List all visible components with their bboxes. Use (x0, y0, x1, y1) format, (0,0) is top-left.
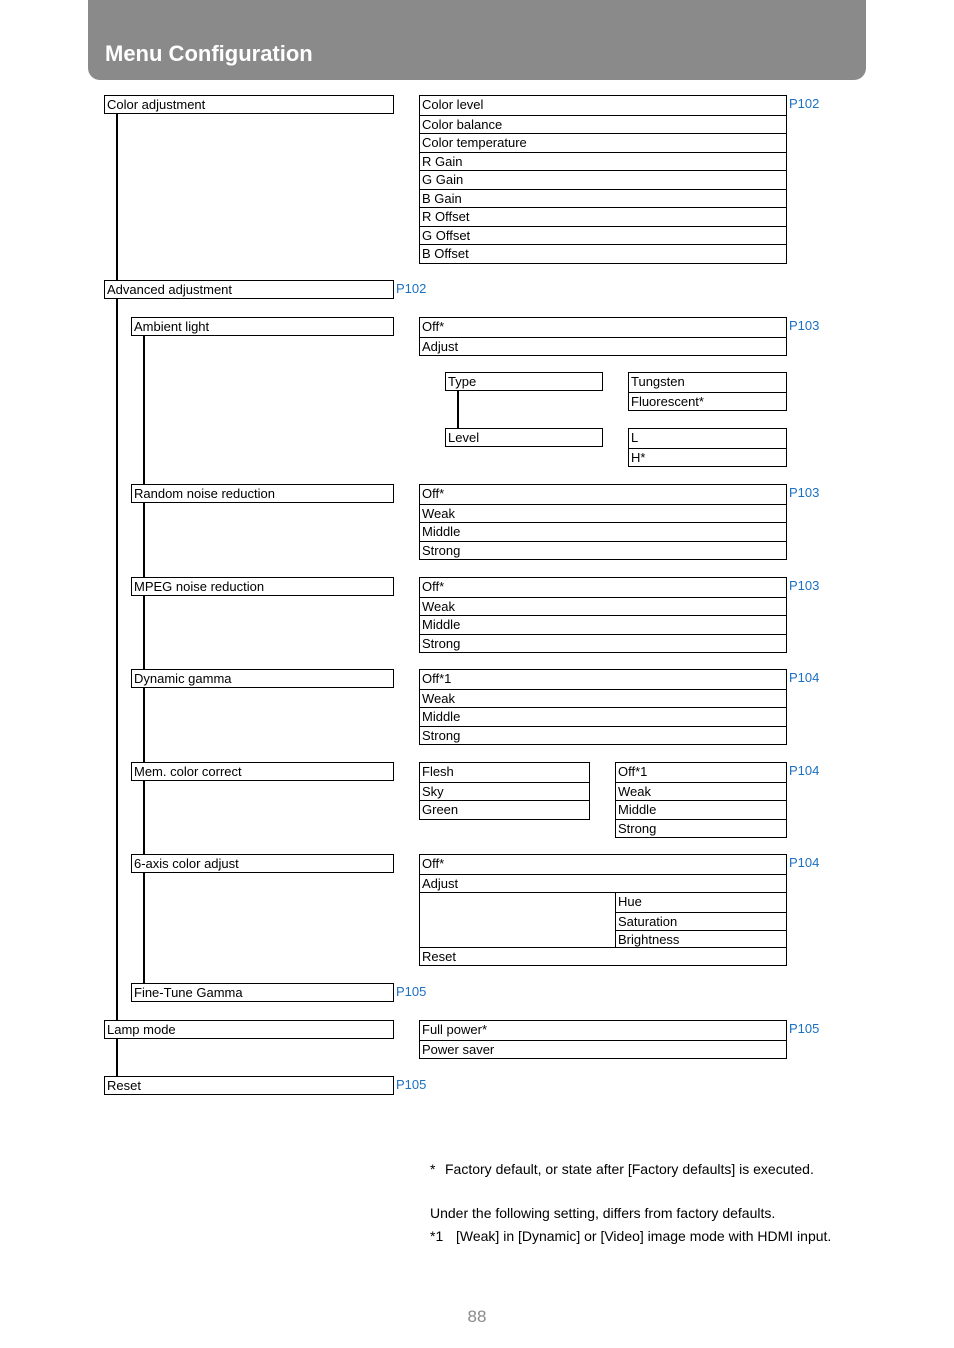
page-ref-mpeg-noise[interactable]: P103 (789, 578, 820, 593)
note-1-text: [Weak] in [Dynamic] or [Video] image mode with HDMI input. (456, 1228, 832, 1244)
page-header (88, 0, 866, 80)
option-flesh[interactable]: Flesh (422, 764, 454, 779)
menu-ambient-light[interactable]: Ambient light (131, 317, 394, 336)
menu-dynamic-gamma[interactable]: Dynamic gamma (131, 669, 394, 688)
menu-type[interactable]: Type (445, 372, 603, 391)
dynamic-gamma-options (419, 669, 787, 745)
option-middle[interactable]: Middle (420, 615, 786, 634)
option-r-offset[interactable]: R Offset (420, 207, 786, 226)
option-brightness[interactable]: Brightness (616, 930, 786, 949)
option-middle[interactable]: Middle (420, 522, 786, 541)
page-ref-fine-tune-gamma[interactable]: P105 (396, 984, 427, 999)
option-off[interactable]: Off*1 (618, 764, 648, 779)
option-middle[interactable]: Middle (616, 800, 786, 819)
page-ref-advanced-adjustment[interactable]: P102 (396, 281, 427, 296)
page-ref-reset[interactable]: P105 (396, 1077, 427, 1092)
mem-color-levels (615, 762, 787, 838)
menu-color-adjustment[interactable]: Color adjustment (104, 95, 394, 114)
six-axis-adjust-items (615, 893, 786, 947)
option-weak[interactable]: Weak (420, 504, 786, 523)
option-tungsten[interactable]: Tungsten (631, 374, 685, 389)
option-off[interactable]: Off* (422, 486, 445, 501)
option-fluorescent[interactable]: Fluorescent* (629, 392, 786, 411)
menu-mpeg-noise-reduction[interactable]: MPEG noise reduction (131, 577, 394, 596)
page-ref-dynamic-gamma[interactable]: P104 (789, 670, 820, 685)
page-ref-lamp-mode[interactable]: P105 (789, 1021, 820, 1036)
tree-line-ambient-sub (457, 390, 459, 430)
option-r-gain[interactable]: R Gain (420, 152, 786, 171)
option-saturation[interactable]: Saturation (616, 912, 786, 931)
menu-lamp-mode[interactable]: Lamp mode (104, 1020, 394, 1039)
option-strong[interactable]: Strong (420, 634, 786, 653)
option-weak[interactable]: Weak (420, 689, 786, 708)
tree-line-advanced (143, 336, 145, 992)
option-g-gain[interactable]: G Gain (420, 170, 786, 189)
option-off[interactable]: Off*1 (422, 671, 452, 686)
option-b-offset[interactable]: B Offset (420, 244, 786, 263)
option-color-temperature[interactable]: Color temperature (420, 133, 786, 152)
page-title: Menu Configuration (105, 41, 313, 66)
menu-fine-tune-gamma[interactable]: Fine-Tune Gamma (131, 983, 394, 1002)
page-ref-random-noise[interactable]: P103 (789, 485, 820, 500)
option-green[interactable]: Green (420, 800, 589, 819)
type-options (628, 372, 787, 411)
option-weak[interactable]: Weak (420, 597, 786, 616)
six-axis-options (419, 854, 787, 966)
option-color-balance[interactable]: Color balance (420, 115, 786, 134)
random-noise-options (419, 484, 787, 560)
page-ref-mem-color[interactable]: P104 (789, 763, 820, 778)
option-weak[interactable]: Weak (616, 782, 786, 801)
menu-mem-color-correct[interactable]: Mem. color correct (131, 762, 394, 781)
note-1-mark: *1 (430, 1228, 444, 1244)
mem-color-targets (419, 762, 590, 820)
option-level-h[interactable]: H* (629, 448, 786, 467)
note-asterisk-text: Factory default, or state after [Factory defaults] is executed. (445, 1161, 814, 1177)
menu-advanced-adjustment[interactable]: Advanced adjustment (104, 280, 394, 299)
note-under-setting: Under the following setting, differs from factory defaults. (430, 1205, 776, 1221)
option-level-l[interactable]: L (631, 430, 639, 445)
level-options (628, 428, 787, 467)
tree-line-level1 (116, 114, 118, 1085)
color-adjustment-options (419, 95, 787, 264)
option-reset[interactable]: Reset (420, 947, 786, 966)
menu-random-noise-reduction[interactable]: Random noise reduction (131, 484, 394, 503)
option-middle[interactable]: Middle (420, 707, 786, 726)
option-adjust[interactable]: Adjust (420, 874, 786, 893)
page-ref-six-axis[interactable]: P104 (789, 855, 820, 870)
note-asterisk-mark: * (430, 1161, 436, 1177)
page-ref-ambient-light[interactable]: P103 (789, 318, 820, 333)
option-g-offset[interactable]: G Offset (420, 226, 786, 245)
six-axis-adjust-area (420, 892, 786, 947)
menu-level[interactable]: Level (445, 428, 603, 447)
option-sky[interactable]: Sky (420, 782, 589, 801)
option-strong[interactable]: Strong (420, 726, 786, 745)
option-hue[interactable]: Hue (618, 894, 642, 909)
menu-six-axis-color-adjust[interactable]: 6-axis color adjust (131, 854, 394, 873)
option-color-level[interactable]: Color level (422, 97, 484, 112)
option-adjust[interactable]: Adjust (420, 337, 786, 356)
page-ref-color-adjustment[interactable]: P102 (789, 96, 820, 111)
lamp-mode-options (419, 1020, 787, 1059)
option-off[interactable]: Off* (422, 856, 445, 871)
mpeg-noise-options (419, 577, 787, 653)
option-off[interactable]: Off* (422, 579, 445, 594)
option-strong[interactable]: Strong (420, 541, 786, 560)
option-full-power[interactable]: Full power* (422, 1022, 488, 1037)
option-off[interactable]: Off* (422, 319, 445, 334)
ambient-light-options (419, 317, 787, 356)
page-number: 88 (467, 1307, 487, 1326)
option-strong[interactable]: Strong (616, 819, 786, 838)
option-b-gain[interactable]: B Gain (420, 189, 786, 208)
menu-reset[interactable]: Reset (104, 1076, 394, 1095)
option-power-saver[interactable]: Power saver (420, 1040, 786, 1059)
